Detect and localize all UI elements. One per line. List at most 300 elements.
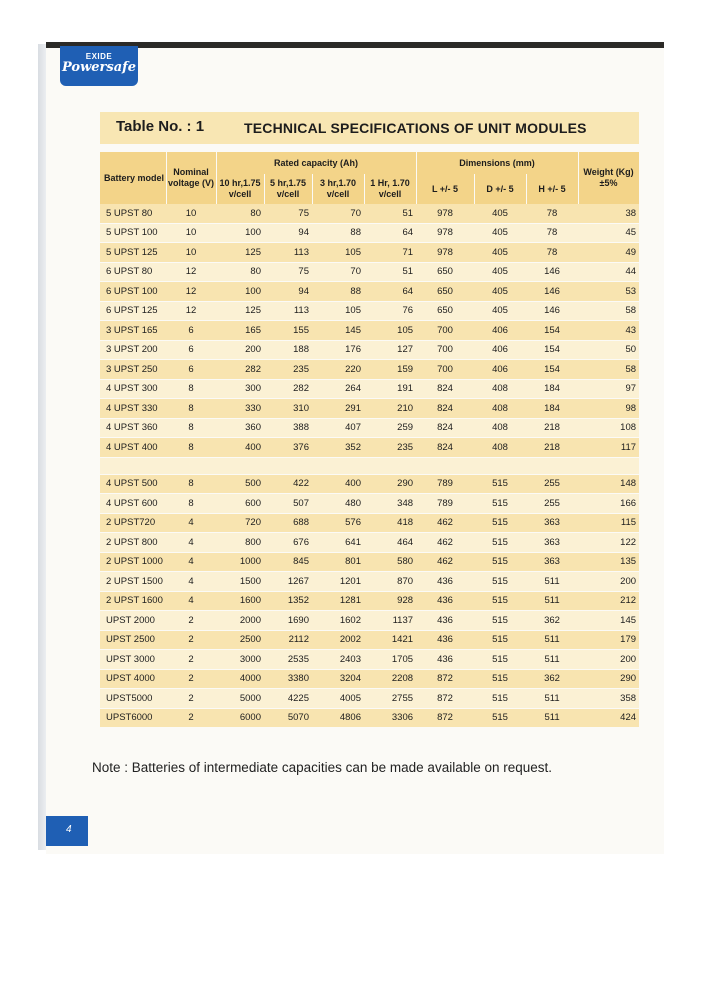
cell-cap-1hr: 580 — [364, 552, 416, 572]
cell-cap-1hr: 64 — [364, 282, 416, 302]
cell-cap-1hr: 3306 — [364, 708, 416, 728]
cell-cap-1hr: 464 — [364, 533, 416, 553]
cell-cap-10hr: 360 — [216, 418, 264, 438]
cell-cap-10hr: 100 — [216, 223, 264, 243]
cell-weight: 290 — [578, 669, 639, 689]
cell-cap-10hr: 1000 — [216, 552, 264, 572]
cell-cap-5hr: 113 — [264, 243, 312, 263]
cell-depth: 515 — [474, 513, 526, 533]
cell-depth: 515 — [474, 611, 526, 631]
cell-weight: 97 — [578, 379, 639, 399]
cell-depth: 408 — [474, 438, 526, 458]
cell-height: 218 — [526, 438, 578, 458]
cell-weight: 122 — [578, 533, 639, 553]
cell-model: UPST 2000 — [100, 611, 166, 631]
cell-cap-5hr: 4225 — [264, 689, 312, 709]
cell-model: 5 UPST 100 — [100, 223, 166, 243]
cell-weight: 53 — [578, 282, 639, 302]
cell-cap-5hr: 155 — [264, 321, 312, 341]
cell-height: 218 — [526, 418, 578, 438]
cell-model: 6 UPST 125 — [100, 301, 166, 321]
cell-height: 511 — [526, 689, 578, 709]
cell-height: 511 — [526, 572, 578, 592]
cell-cap-5hr: 688 — [264, 513, 312, 533]
cell-voltage: 2 — [166, 689, 216, 709]
cell-length: 978 — [416, 204, 474, 223]
table-number: Table No. : 1 — [116, 118, 205, 135]
cell-cap-10hr: 500 — [216, 474, 264, 494]
table-row — [100, 223, 639, 243]
cell-weight: 58 — [578, 301, 639, 321]
cell-depth: 515 — [474, 552, 526, 572]
cell-cap-5hr: 94 — [264, 223, 312, 243]
cell-voltage: 10 — [166, 243, 216, 263]
table-row — [100, 572, 639, 592]
cell-cap-1hr: 1421 — [364, 630, 416, 650]
cell-length: 872 — [416, 689, 474, 709]
cell-cap-3hr: 176 — [312, 340, 364, 360]
table-row — [100, 282, 639, 302]
cell-cap-10hr: 300 — [216, 379, 264, 399]
cell-depth: 515 — [474, 650, 526, 670]
cell-height: 255 — [526, 474, 578, 494]
cell-weight: 117 — [578, 438, 639, 458]
cell-cap-3hr: 3204 — [312, 669, 364, 689]
cell-cap-3hr: 352 — [312, 438, 364, 458]
table-row — [100, 533, 639, 553]
cell-depth: 515 — [474, 591, 526, 611]
table-row — [100, 591, 639, 611]
cell-cap-10hr: 100 — [216, 282, 264, 302]
cell-cap-5hr: 2112 — [264, 630, 312, 650]
top-rule — [46, 42, 664, 48]
cell-model: 2 UPST 1600 — [100, 591, 166, 611]
cell-length: 978 — [416, 223, 474, 243]
cell-weight: 179 — [578, 630, 639, 650]
cell-cap-3hr: 105 — [312, 301, 364, 321]
cell-voltage: 6 — [166, 340, 216, 360]
cell-weight: 50 — [578, 340, 639, 360]
cell-cap-1hr: 76 — [364, 301, 416, 321]
table-row — [100, 708, 639, 728]
cell-length: 978 — [416, 243, 474, 263]
cell-depth: 405 — [474, 301, 526, 321]
cell-cap-10hr: 400 — [216, 438, 264, 458]
cell-cap-1hr: 2208 — [364, 669, 416, 689]
table-row — [100, 611, 639, 631]
cell-weight: 49 — [578, 243, 639, 263]
cell-depth: 405 — [474, 262, 526, 282]
cell-cap-10hr: 80 — [216, 204, 264, 223]
cell-cap-1hr: 127 — [364, 340, 416, 360]
cell-cap-1hr: 2755 — [364, 689, 416, 709]
table-row — [100, 321, 639, 341]
cell-height: 363 — [526, 513, 578, 533]
cell-cap-5hr: 1352 — [264, 591, 312, 611]
cell-height: 255 — [526, 494, 578, 514]
cell-height: 78 — [526, 204, 578, 223]
cell-length: 789 — [416, 474, 474, 494]
cell-voltage: 4 — [166, 552, 216, 572]
cell-model: 4 UPST 600 — [100, 494, 166, 514]
cell-voltage: 4 — [166, 533, 216, 553]
cell-cap-3hr: 2002 — [312, 630, 364, 650]
cell-weight: 108 — [578, 418, 639, 438]
cell-depth: 405 — [474, 204, 526, 223]
cell-cap-1hr: 191 — [364, 379, 416, 399]
header-capacity-3: 3 hr,1.70 v/cell — [312, 174, 364, 204]
cell-model: 6 UPST 80 — [100, 262, 166, 282]
cell-voltage: 8 — [166, 399, 216, 419]
cell-length: 872 — [416, 708, 474, 728]
cell-cap-3hr: 801 — [312, 552, 364, 572]
cell-depth: 515 — [474, 669, 526, 689]
cell-cap-3hr: 264 — [312, 379, 364, 399]
cell-height: 363 — [526, 552, 578, 572]
cell-cap-3hr: 480 — [312, 494, 364, 514]
cell-depth: 515 — [474, 630, 526, 650]
cell-cap-10hr: 125 — [216, 243, 264, 263]
cell-cap-5hr: 388 — [264, 418, 312, 438]
cell-voltage: 12 — [166, 282, 216, 302]
cell-cap-3hr: 291 — [312, 399, 364, 419]
cell-length: 650 — [416, 301, 474, 321]
cell-cap-5hr: 235 — [264, 360, 312, 380]
cell-model: UPST5000 — [100, 689, 166, 709]
table-row — [100, 379, 639, 399]
cell-model: 2 UPST 1500 — [100, 572, 166, 592]
cell-length: 436 — [416, 591, 474, 611]
cell-weight: 44 — [578, 262, 639, 282]
header-capacity-4: 1 Hr, 1.70 v/cell — [364, 174, 416, 204]
note-text: Note : Batteries of intermediate capacities can be made available on request. — [92, 760, 553, 775]
cell-length: 436 — [416, 572, 474, 592]
page-number-tab — [46, 816, 88, 846]
header-capacity-1: 10 hr,1.75 v/cell — [216, 174, 264, 204]
cell-cap-5hr: 282 — [264, 379, 312, 399]
cell-height: 154 — [526, 340, 578, 360]
cell-length: 824 — [416, 418, 474, 438]
exide-powersafe-logo — [60, 46, 138, 86]
table-row — [100, 669, 639, 689]
table-row — [100, 262, 639, 282]
header-battery-model: Battery model — [100, 152, 166, 204]
cell-cap-10hr: 330 — [216, 399, 264, 419]
cell-cap-5hr: 507 — [264, 494, 312, 514]
cell-model: 4 UPST 300 — [100, 379, 166, 399]
cell-length: 462 — [416, 533, 474, 553]
cell-depth: 405 — [474, 282, 526, 302]
logo-product: Powersafe — [61, 60, 136, 75]
cell-weight: 148 — [578, 474, 639, 494]
cell-voltage: 2 — [166, 650, 216, 670]
cell-cap-1hr: 210 — [364, 399, 416, 419]
cell-length: 789 — [416, 494, 474, 514]
cell-cap-5hr: 676 — [264, 533, 312, 553]
cell-model: 5 UPST 80 — [100, 204, 166, 223]
cell-length: 824 — [416, 379, 474, 399]
header-weight: Weight (Kg)±5% — [578, 152, 639, 204]
cell-length: 700 — [416, 340, 474, 360]
cell-cap-1hr: 418 — [364, 513, 416, 533]
header-nominal-voltage: Nominal voltage (V) — [166, 152, 216, 204]
cell-model: 5 UPST 125 — [100, 243, 166, 263]
header-rated-capacity: Rated capacity (Ah) — [216, 152, 416, 174]
cell-cap-3hr: 641 — [312, 533, 364, 553]
cell-length: 700 — [416, 360, 474, 380]
header-dimension-2: D +/- 5 — [474, 174, 526, 204]
cell-cap-5hr: 75 — [264, 262, 312, 282]
table-row — [100, 418, 639, 438]
page-number: 4 — [66, 824, 72, 835]
cell-model: 4 UPST 360 — [100, 418, 166, 438]
cell-depth: 515 — [474, 533, 526, 553]
cell-voltage: 10 — [166, 204, 216, 223]
cell-cap-10hr: 282 — [216, 360, 264, 380]
cell-cap-5hr: 2535 — [264, 650, 312, 670]
cell-depth: 515 — [474, 494, 526, 514]
table-body — [100, 204, 639, 728]
table-row — [100, 552, 639, 572]
cell-height: 511 — [526, 630, 578, 650]
cell-cap-3hr: 576 — [312, 513, 364, 533]
cell-height: 78 — [526, 243, 578, 263]
cell-length: 436 — [416, 650, 474, 670]
cell-length: 700 — [416, 321, 474, 341]
cell-cap-10hr: 80 — [216, 262, 264, 282]
cell-cap-10hr: 1500 — [216, 572, 264, 592]
table-row — [100, 650, 639, 670]
cell-cap-10hr: 4000 — [216, 669, 264, 689]
cell-depth: 515 — [474, 708, 526, 728]
cell-depth: 515 — [474, 572, 526, 592]
cell-weight: 58 — [578, 360, 639, 380]
cell-cap-5hr: 310 — [264, 399, 312, 419]
cell-height: 78 — [526, 223, 578, 243]
cell-depth: 515 — [474, 474, 526, 494]
cell-height: 511 — [526, 591, 578, 611]
document-page — [46, 42, 664, 854]
cell-cap-1hr: 51 — [364, 204, 416, 223]
cell-height: 511 — [526, 650, 578, 670]
logo-brand: EXIDE — [85, 52, 113, 61]
cell-cap-1hr: 348 — [364, 494, 416, 514]
cell-cap-1hr: 290 — [364, 474, 416, 494]
cell-model: 4 UPST 500 — [100, 474, 166, 494]
cell-voltage: 2 — [166, 611, 216, 631]
cell-cap-3hr: 70 — [312, 262, 364, 282]
cell-height: 146 — [526, 301, 578, 321]
cell-depth: 408 — [474, 379, 526, 399]
cell-cap-5hr: 75 — [264, 204, 312, 223]
cell-height: 363 — [526, 533, 578, 553]
cell-voltage: 12 — [166, 262, 216, 282]
group-separator — [100, 457, 639, 474]
cell-cap-5hr: 422 — [264, 474, 312, 494]
cell-cap-5hr: 1690 — [264, 611, 312, 631]
table-row — [100, 301, 639, 321]
cell-cap-10hr: 5000 — [216, 689, 264, 709]
cell-cap-5hr: 1267 — [264, 572, 312, 592]
cell-voltage: 2 — [166, 708, 216, 728]
cell-length: 436 — [416, 611, 474, 631]
cell-model: 2 UPST720 — [100, 513, 166, 533]
cell-cap-5hr: 3380 — [264, 669, 312, 689]
cell-height: 146 — [526, 262, 578, 282]
cell-cap-1hr: 105 — [364, 321, 416, 341]
cell-cap-5hr: 113 — [264, 301, 312, 321]
table-row — [100, 399, 639, 419]
table-title: TECHNICAL SPECIFICATIONS OF UNIT MODULES — [244, 120, 587, 136]
cell-cap-3hr: 1602 — [312, 611, 364, 631]
cell-cap-3hr: 1201 — [312, 572, 364, 592]
cell-cap-3hr: 400 — [312, 474, 364, 494]
cell-cap-10hr: 3000 — [216, 650, 264, 670]
cell-cap-10hr: 1600 — [216, 591, 264, 611]
cell-cap-10hr: 165 — [216, 321, 264, 341]
cell-cap-10hr: 2500 — [216, 630, 264, 650]
cell-voltage: 6 — [166, 360, 216, 380]
cell-weight: 98 — [578, 399, 639, 419]
table-row — [100, 243, 639, 263]
table-row — [100, 360, 639, 380]
cell-weight: 200 — [578, 650, 639, 670]
cell-voltage: 2 — [166, 630, 216, 650]
cell-weight: 166 — [578, 494, 639, 514]
cell-cap-3hr: 88 — [312, 223, 364, 243]
cell-voltage: 8 — [166, 438, 216, 458]
cell-cap-5hr: 188 — [264, 340, 312, 360]
table-row — [100, 494, 639, 514]
cell-cap-3hr: 220 — [312, 360, 364, 380]
cell-cap-3hr: 145 — [312, 321, 364, 341]
cell-cap-3hr: 407 — [312, 418, 364, 438]
cell-height: 184 — [526, 399, 578, 419]
cell-weight: 200 — [578, 572, 639, 592]
cell-cap-10hr: 600 — [216, 494, 264, 514]
cell-height: 154 — [526, 321, 578, 341]
cell-cap-5hr: 94 — [264, 282, 312, 302]
cell-cap-3hr: 2403 — [312, 650, 364, 670]
cell-cap-1hr: 235 — [364, 438, 416, 458]
cell-model: UPST 3000 — [100, 650, 166, 670]
cell-weight: 212 — [578, 591, 639, 611]
cell-cap-10hr: 2000 — [216, 611, 264, 631]
cell-voltage: 8 — [166, 379, 216, 399]
cell-weight: 38 — [578, 204, 639, 223]
cell-depth: 406 — [474, 340, 526, 360]
spec-table — [100, 152, 640, 728]
cell-cap-1hr: 870 — [364, 572, 416, 592]
cell-height: 362 — [526, 669, 578, 689]
cell-voltage: 8 — [166, 474, 216, 494]
cell-cap-5hr: 5070 — [264, 708, 312, 728]
cell-weight: 145 — [578, 611, 639, 631]
header-dimension-1: L +/- 5 — [416, 174, 474, 204]
header-dimension-3: H +/- 5 — [526, 174, 578, 204]
title-band — [100, 112, 639, 144]
cell-voltage: 10 — [166, 223, 216, 243]
table-row — [100, 513, 639, 533]
cell-cap-1hr: 259 — [364, 418, 416, 438]
table-row — [100, 630, 639, 650]
cell-cap-10hr: 6000 — [216, 708, 264, 728]
cell-model: 4 UPST 400 — [100, 438, 166, 458]
cell-cap-1hr: 51 — [364, 262, 416, 282]
cell-voltage: 4 — [166, 591, 216, 611]
cell-cap-1hr: 1705 — [364, 650, 416, 670]
cell-length: 462 — [416, 513, 474, 533]
cell-length: 872 — [416, 669, 474, 689]
cell-cap-3hr: 1281 — [312, 591, 364, 611]
table-row — [100, 474, 639, 494]
cell-model: 3 UPST 165 — [100, 321, 166, 341]
cell-cap-10hr: 200 — [216, 340, 264, 360]
cell-model: UPST 4000 — [100, 669, 166, 689]
cell-model: 6 UPST 100 — [100, 282, 166, 302]
cell-cap-3hr: 88 — [312, 282, 364, 302]
cell-cap-5hr: 845 — [264, 552, 312, 572]
cell-height: 184 — [526, 379, 578, 399]
header-dimensions: Dimensions (mm) — [416, 152, 578, 174]
cell-model: 2 UPST 1000 — [100, 552, 166, 572]
cell-cap-1hr: 64 — [364, 223, 416, 243]
cell-length: 650 — [416, 262, 474, 282]
cell-cap-1hr: 71 — [364, 243, 416, 263]
cell-cap-10hr: 800 — [216, 533, 264, 553]
cell-height: 511 — [526, 708, 578, 728]
cell-cap-1hr: 928 — [364, 591, 416, 611]
cell-length: 650 — [416, 282, 474, 302]
cell-cap-3hr: 4806 — [312, 708, 364, 728]
cell-length: 462 — [416, 552, 474, 572]
cell-model: UPST6000 — [100, 708, 166, 728]
cell-voltage: 4 — [166, 513, 216, 533]
cell-cap-1hr: 1137 — [364, 611, 416, 631]
cell-weight: 43 — [578, 321, 639, 341]
cell-depth: 406 — [474, 360, 526, 380]
cell-voltage: 2 — [166, 669, 216, 689]
cell-depth: 408 — [474, 418, 526, 438]
table-row — [100, 204, 639, 223]
cell-height: 362 — [526, 611, 578, 631]
cell-height: 154 — [526, 360, 578, 380]
header-capacity-2: 5 hr,1.75 v/cell — [264, 174, 312, 204]
cell-weight: 358 — [578, 689, 639, 709]
cell-height: 146 — [526, 282, 578, 302]
separator-cell — [100, 457, 639, 474]
cell-model: 2 UPST 800 — [100, 533, 166, 553]
cell-cap-3hr: 70 — [312, 204, 364, 223]
cell-weight: 115 — [578, 513, 639, 533]
cell-voltage: 6 — [166, 321, 216, 341]
cell-length: 824 — [416, 438, 474, 458]
cell-weight: 424 — [578, 708, 639, 728]
cell-length: 436 — [416, 630, 474, 650]
cell-voltage: 12 — [166, 301, 216, 321]
table-row — [100, 340, 639, 360]
cell-cap-5hr: 376 — [264, 438, 312, 458]
cell-cap-10hr: 720 — [216, 513, 264, 533]
cell-depth: 405 — [474, 223, 526, 243]
cell-weight: 135 — [578, 552, 639, 572]
cell-voltage: 8 — [166, 494, 216, 514]
cell-depth: 406 — [474, 321, 526, 341]
cell-cap-10hr: 125 — [216, 301, 264, 321]
cell-cap-3hr: 105 — [312, 243, 364, 263]
cell-depth: 405 — [474, 243, 526, 263]
cell-model: 4 UPST 330 — [100, 399, 166, 419]
